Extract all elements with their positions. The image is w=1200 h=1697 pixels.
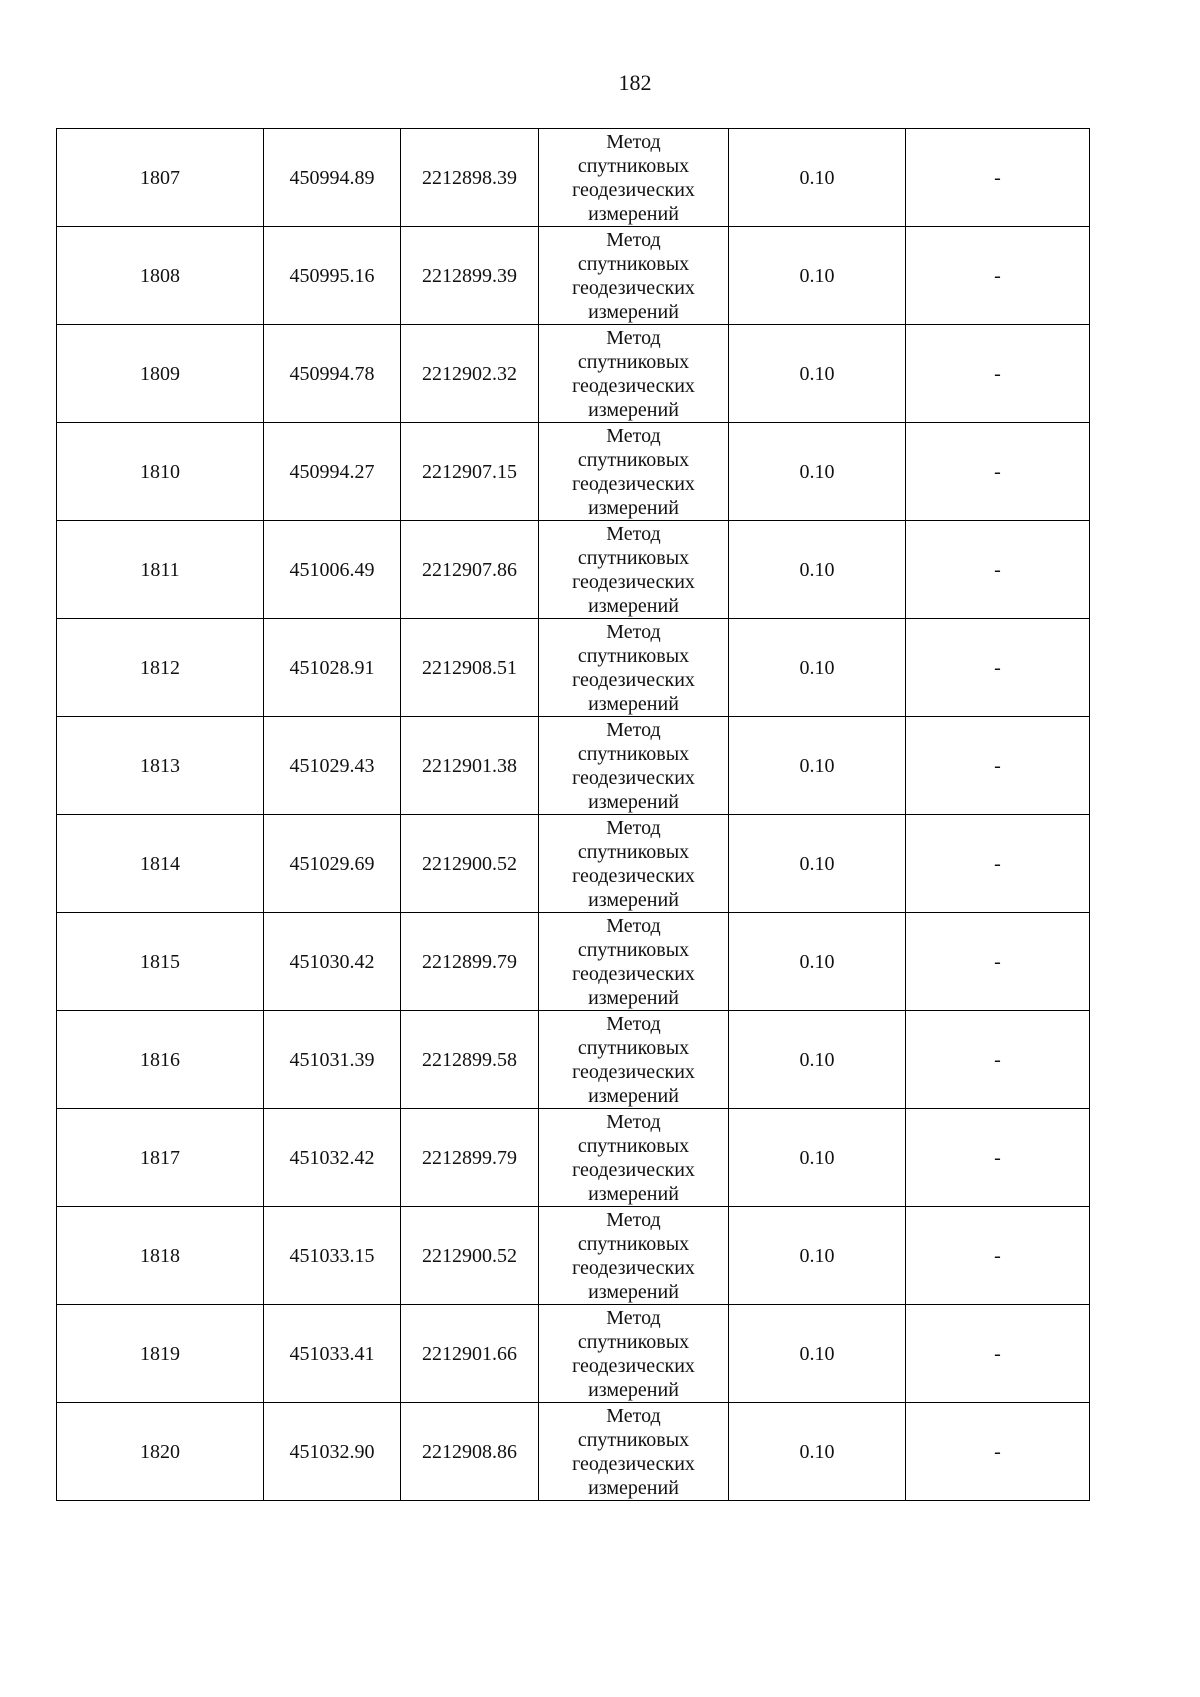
y-coordinate-cell: 2212901.66 bbox=[401, 1305, 539, 1403]
accuracy-cell: 0.10 bbox=[729, 521, 906, 619]
method-text-line: Метод bbox=[606, 424, 661, 447]
method-text-line: Метод bbox=[606, 1012, 661, 1035]
method-text-line: геодезических bbox=[572, 1354, 695, 1377]
method-text-line: спутниковых bbox=[577, 350, 690, 373]
page-number: 182 bbox=[618, 70, 652, 95]
method-text-line: измерений bbox=[588, 1476, 679, 1499]
method-text-line: Метод bbox=[606, 130, 661, 153]
x-coordinate-cell: 450995.16 bbox=[264, 227, 401, 325]
y-coordinate-cell: 2212901.38 bbox=[401, 717, 539, 815]
point-number-cell: 1820 bbox=[57, 1403, 264, 1501]
method-text-line: спутниковых bbox=[577, 1232, 690, 1255]
method-text-line: Метод bbox=[606, 326, 661, 349]
coordinates-table bbox=[56, 128, 1090, 1501]
method-text-line: измерений bbox=[588, 496, 679, 519]
y-coordinate-cell: 2212908.51 bbox=[401, 619, 539, 717]
table-row bbox=[57, 129, 1090, 227]
method-text-line: спутниковых bbox=[577, 154, 690, 177]
method-text-line: геодезических bbox=[572, 864, 695, 887]
accuracy-cell: 0.10 bbox=[729, 325, 906, 423]
x-coordinate-cell: 451029.43 bbox=[264, 717, 401, 815]
accuracy-cell: 0.10 bbox=[729, 913, 906, 1011]
method-text-line: измерений bbox=[588, 594, 679, 617]
table-row bbox=[57, 1305, 1090, 1403]
method-text-line: Метод bbox=[606, 1404, 661, 1427]
y-coordinate-cell: 2212899.79 bbox=[401, 913, 539, 1011]
description-cell: - bbox=[906, 1403, 1090, 1501]
y-coordinate-cell: 2212900.52 bbox=[401, 815, 539, 913]
accuracy-cell: 0.10 bbox=[729, 423, 906, 521]
method-text-line: измерений bbox=[588, 790, 679, 813]
x-coordinate-cell: 451031.39 bbox=[264, 1011, 401, 1109]
method-text-line: геодезических bbox=[572, 1256, 695, 1279]
method-text-line: геодезических bbox=[572, 668, 695, 691]
method-text-line: Метод bbox=[606, 718, 661, 741]
method-text-line: спутниковых bbox=[577, 938, 690, 961]
x-coordinate-cell: 450994.89 bbox=[264, 129, 401, 227]
accuracy-cell: 0.10 bbox=[729, 1305, 906, 1403]
method-text-line: геодезических bbox=[572, 1158, 695, 1181]
method-cell bbox=[539, 619, 729, 717]
method-text-line: Метод bbox=[606, 816, 661, 839]
y-coordinate-cell: 2212898.39 bbox=[401, 129, 539, 227]
method-cell bbox=[539, 1207, 729, 1305]
point-number-cell: 1812 bbox=[57, 619, 264, 717]
table-row bbox=[57, 227, 1090, 325]
method-text-line: измерений bbox=[588, 1378, 679, 1401]
method-text-line: геодезических bbox=[572, 472, 695, 495]
method-text-line: Метод bbox=[606, 620, 661, 643]
method-text-line: геодезических bbox=[572, 374, 695, 397]
description-cell: - bbox=[906, 1207, 1090, 1305]
method-text-line: измерений bbox=[588, 692, 679, 715]
description-cell: - bbox=[906, 227, 1090, 325]
method-text-line: Метод bbox=[606, 1208, 661, 1231]
point-number-cell: 1818 bbox=[57, 1207, 264, 1305]
point-number-cell: 1809 bbox=[57, 325, 264, 423]
accuracy-cell: 0.10 bbox=[729, 619, 906, 717]
method-text-line: спутниковых bbox=[577, 546, 690, 569]
point-number-cell: 1816 bbox=[57, 1011, 264, 1109]
accuracy-cell: 0.10 bbox=[729, 1109, 906, 1207]
method-text-line: геодезических bbox=[572, 962, 695, 985]
method-text-line: измерений bbox=[588, 202, 679, 225]
method-text-line: геодезических bbox=[572, 1452, 695, 1475]
method-text-line: измерений bbox=[588, 300, 679, 323]
point-number-cell: 1819 bbox=[57, 1305, 264, 1403]
y-coordinate-cell: 2212899.79 bbox=[401, 1109, 539, 1207]
point-number-cell: 1810 bbox=[57, 423, 264, 521]
description-cell: - bbox=[906, 423, 1090, 521]
method-text-line: измерений bbox=[588, 986, 679, 1009]
description-cell: - bbox=[906, 1305, 1090, 1403]
table-row bbox=[57, 1011, 1090, 1109]
description-cell: - bbox=[906, 129, 1090, 227]
point-number-cell: 1808 bbox=[57, 227, 264, 325]
description-cell: - bbox=[906, 619, 1090, 717]
y-coordinate-cell: 2212899.58 bbox=[401, 1011, 539, 1109]
method-text-line: геодезических bbox=[572, 178, 695, 201]
description-cell: - bbox=[906, 1011, 1090, 1109]
method-cell bbox=[539, 423, 729, 521]
description-cell: - bbox=[906, 717, 1090, 815]
table-row bbox=[57, 619, 1090, 717]
method-text-line: измерений bbox=[588, 398, 679, 421]
x-coordinate-cell: 451032.42 bbox=[264, 1109, 401, 1207]
y-coordinate-cell: 2212900.52 bbox=[401, 1207, 539, 1305]
x-coordinate-cell: 451033.15 bbox=[264, 1207, 401, 1305]
method-text-line: Метод bbox=[606, 228, 661, 251]
description-cell: - bbox=[906, 1109, 1090, 1207]
method-text-line: спутниковых bbox=[577, 1330, 690, 1353]
x-coordinate-cell: 451028.91 bbox=[264, 619, 401, 717]
description-cell: - bbox=[906, 815, 1090, 913]
method-cell bbox=[539, 325, 729, 423]
table-row bbox=[57, 913, 1090, 1011]
method-text-line: Метод bbox=[606, 522, 661, 545]
method-cell bbox=[539, 717, 729, 815]
y-coordinate-cell: 2212908.86 bbox=[401, 1403, 539, 1501]
method-cell bbox=[539, 521, 729, 619]
method-cell bbox=[539, 913, 729, 1011]
x-coordinate-cell: 451032.90 bbox=[264, 1403, 401, 1501]
accuracy-cell: 0.10 bbox=[729, 227, 906, 325]
method-text-line: спутниковых bbox=[577, 1036, 690, 1059]
point-number-cell: 1807 bbox=[57, 129, 264, 227]
accuracy-cell: 0.10 bbox=[729, 129, 906, 227]
method-cell bbox=[539, 815, 729, 913]
table-row bbox=[57, 1109, 1090, 1207]
point-number-cell: 1817 bbox=[57, 1109, 264, 1207]
accuracy-cell: 0.10 bbox=[729, 717, 906, 815]
point-number-cell: 1813 bbox=[57, 717, 264, 815]
method-cell bbox=[539, 1403, 729, 1501]
method-text-line: Метод bbox=[606, 1306, 661, 1329]
method-text-line: спутниковых bbox=[577, 840, 690, 863]
accuracy-cell: 0.10 bbox=[729, 1403, 906, 1501]
x-coordinate-cell: 451030.42 bbox=[264, 913, 401, 1011]
method-text-line: геодезических bbox=[572, 570, 695, 593]
method-cell bbox=[539, 1305, 729, 1403]
method-text-line: измерений bbox=[588, 1182, 679, 1205]
x-coordinate-cell: 450994.78 bbox=[264, 325, 401, 423]
method-text-line: Метод bbox=[606, 1110, 661, 1133]
method-text-line: измерений bbox=[588, 1084, 679, 1107]
y-coordinate-cell: 2212907.86 bbox=[401, 521, 539, 619]
table-row bbox=[57, 815, 1090, 913]
description-cell: - bbox=[906, 913, 1090, 1011]
table-row bbox=[57, 717, 1090, 815]
x-coordinate-cell: 451033.41 bbox=[264, 1305, 401, 1403]
accuracy-cell: 0.10 bbox=[729, 815, 906, 913]
method-text-line: спутниковых bbox=[577, 1134, 690, 1157]
accuracy-cell: 0.10 bbox=[729, 1207, 906, 1305]
method-text-line: измерений bbox=[588, 888, 679, 911]
table-row bbox=[57, 325, 1090, 423]
accuracy-cell: 0.10 bbox=[729, 1011, 906, 1109]
method-text-line: спутниковых bbox=[577, 644, 690, 667]
description-cell: - bbox=[906, 521, 1090, 619]
description-cell: - bbox=[906, 325, 1090, 423]
method-cell bbox=[539, 129, 729, 227]
y-coordinate-cell: 2212907.15 bbox=[401, 423, 539, 521]
method-text-line: спутниковых bbox=[577, 742, 690, 765]
method-text-line: спутниковых bbox=[577, 448, 690, 471]
method-text-line: спутниковых bbox=[577, 252, 690, 275]
table-row bbox=[57, 1403, 1090, 1501]
table-row bbox=[57, 521, 1090, 619]
y-coordinate-cell: 2212902.32 bbox=[401, 325, 539, 423]
y-coordinate-cell: 2212899.39 bbox=[401, 227, 539, 325]
table-row bbox=[57, 1207, 1090, 1305]
method-text-line: Метод bbox=[606, 914, 661, 937]
method-text-line: спутниковых bbox=[577, 1428, 690, 1451]
method-text-line: геодезических bbox=[572, 276, 695, 299]
table-row bbox=[57, 423, 1090, 521]
method-text-line: геодезических bbox=[572, 766, 695, 789]
coordinates-table-body bbox=[57, 129, 1090, 1501]
method-cell bbox=[539, 1011, 729, 1109]
x-coordinate-cell: 451006.49 bbox=[264, 521, 401, 619]
method-cell bbox=[539, 227, 729, 325]
x-coordinate-cell: 451029.69 bbox=[264, 815, 401, 913]
point-number-cell: 1815 bbox=[57, 913, 264, 1011]
point-number-cell: 1811 bbox=[57, 521, 264, 619]
method-text-line: геодезических bbox=[572, 1060, 695, 1083]
method-cell bbox=[539, 1109, 729, 1207]
x-coordinate-cell: 450994.27 bbox=[264, 423, 401, 521]
method-text-line: измерений bbox=[588, 1280, 679, 1303]
point-number-cell: 1814 bbox=[57, 815, 264, 913]
